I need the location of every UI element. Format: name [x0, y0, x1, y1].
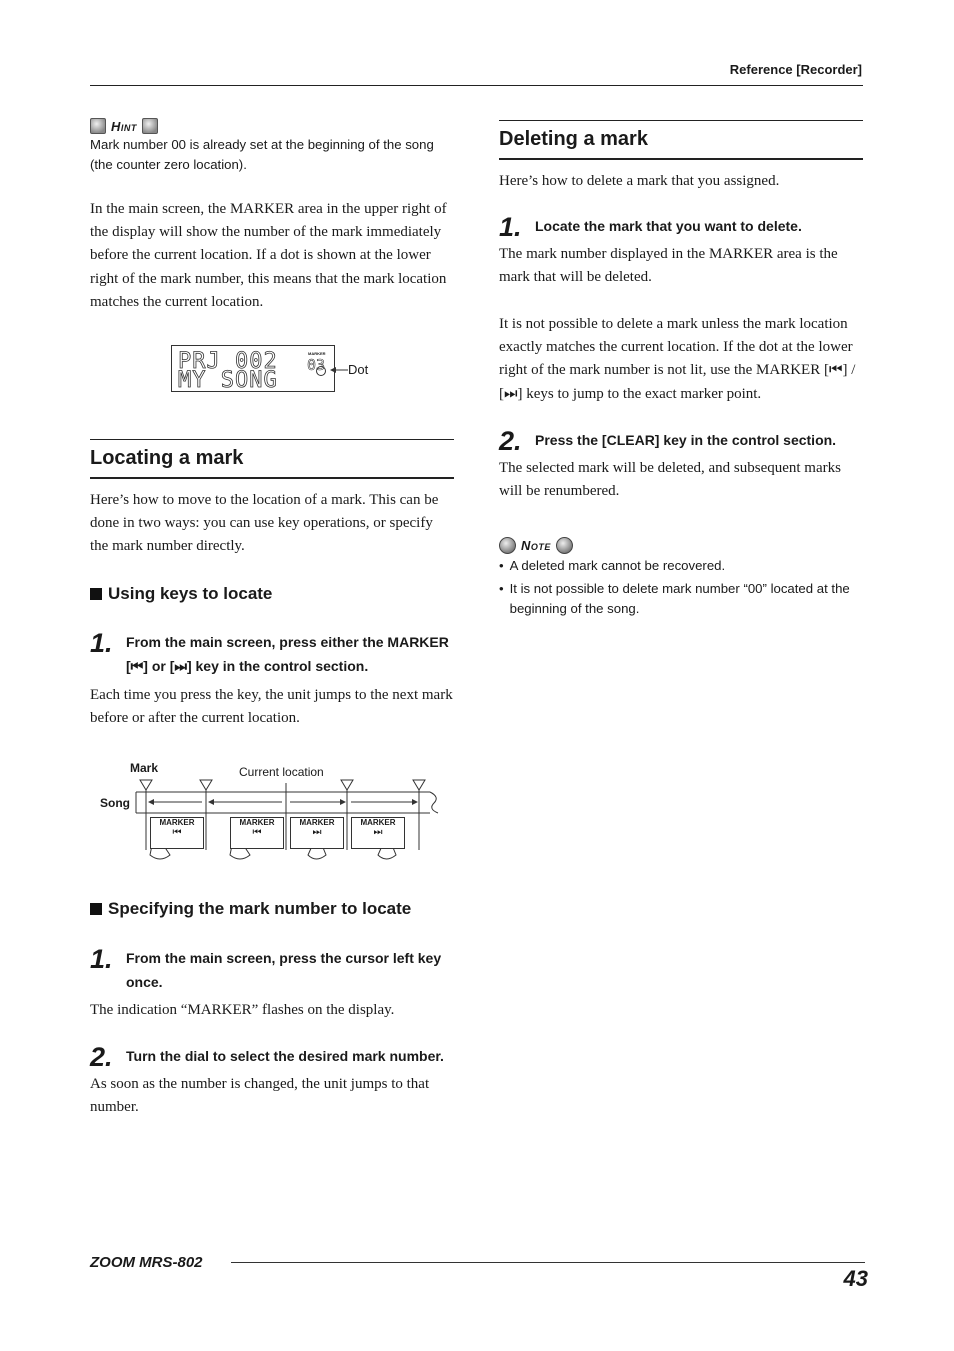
section-locating-header: [90, 439, 454, 479]
step-number: 1.: [499, 212, 522, 242]
button-label: MARKER: [360, 818, 396, 827]
subsection-number-title: [90, 899, 454, 919]
page-number: 43: [843, 1266, 868, 1291]
marker-next-button[interactable]: [290, 817, 344, 849]
hint-label: Hint: [111, 118, 137, 134]
hint-tag: [90, 117, 454, 135]
step-text: Turn the dial to select the desired mark number.: [126, 1048, 444, 1064]
lcd-marker-value: 03: [307, 356, 326, 374]
skip-back-icon: ⏮: [172, 827, 182, 838]
hint-block: [90, 117, 454, 175]
delete-step-1-detail: It is not possible to delete a mark unless the mark location exactly matches the current location. If the dot at the lower right of the mark number is not lit, use the MARKER [⏮] / [⏭] keys to jump to the exact marker point.: [499, 316, 856, 402]
delete-step-1: [499, 214, 863, 240]
step-number: 1.: [90, 628, 113, 658]
lcd-display: [171, 345, 335, 392]
step-number: 2.: [499, 426, 522, 456]
note-block: [499, 536, 863, 619]
lcd-marker-label: MARKER: [308, 351, 326, 356]
number-step-2: [90, 1044, 454, 1070]
lcd-line-2: MY SONG: [178, 368, 278, 393]
keys-step-1-desc: Each time you press the key, the unit jumps to the next mark before or after the current location.: [90, 687, 453, 727]
mark-label: Mark: [130, 761, 159, 775]
step-text: From the main screen, press either the MARKER [⏮] or [⏭] key in the control section.: [126, 634, 449, 674]
footer-product: ZOOM MRS-802: [90, 1254, 203, 1271]
subsection-keys-title: [90, 584, 454, 604]
footer-rule: [231, 1262, 865, 1263]
note-bullet-icon: [556, 537, 573, 554]
marker-next-button[interactable]: [351, 817, 405, 849]
current-location-label: Current location: [239, 765, 324, 779]
note-tag: [499, 536, 863, 554]
step-number: 2.: [90, 1042, 113, 1072]
button-label: MARKER: [239, 818, 275, 827]
keys-step-1: [90, 630, 454, 678]
section-deleting-header: [499, 120, 863, 160]
subsection-title: Using keys to locate: [108, 584, 273, 603]
section-title: Locating a mark: [90, 447, 244, 469]
marker-prev-button[interactable]: [150, 817, 204, 849]
number-step-1-desc: The indication “MARKER” flashes on the display.: [90, 1002, 395, 1018]
step-text: From the main screen, press the cursor left key once.: [126, 950, 442, 990]
skip-forward-icon: ⏭: [373, 827, 383, 838]
lcd-line-1: PRJ 002: [178, 349, 278, 374]
button-label: MARKER: [159, 818, 195, 827]
note-item: [499, 556, 863, 576]
button-label: MARKER: [299, 818, 335, 827]
step-text: Locate the mark that you want to delete.: [535, 218, 802, 234]
locating-intro: Here’s how to move to the location of a mark. This can be done in two ways: you can use key operations, or specify the mark number directly.: [90, 492, 439, 555]
running-header: Reference [Recorder]: [729, 62, 862, 77]
number-step-1: [90, 946, 454, 994]
mark-diagram: [90, 755, 450, 865]
header-rule: [90, 85, 863, 86]
step-number: 1.: [90, 944, 113, 974]
section-title: Deleting a mark: [499, 128, 648, 150]
note-item-text: It is not possible to delete mark number “00” located at the beginning of the song.: [509, 581, 850, 616]
hint-bullet-icon: [142, 118, 158, 134]
square-bullet-icon: [90, 903, 102, 915]
note-item-text: A deleted mark cannot be recovered.: [509, 558, 726, 573]
skip-back-icon: ⏮: [252, 827, 262, 838]
number-step-2-desc: As soon as the number is changed, the unit jumps to that number.: [90, 1076, 430, 1116]
hint-text: Mark number 00 is already set at the beginning of the song (the counter zero location).: [90, 137, 434, 172]
delete-step-2: [499, 428, 863, 454]
dot-arrow: [330, 360, 350, 380]
bullet-dot-icon: •: [499, 558, 504, 573]
step-text: Press the [CLEAR] key in the control section.: [535, 432, 837, 448]
note-label: Note: [521, 537, 551, 553]
marker-prev-button[interactable]: [230, 817, 284, 849]
deleting-intro: Here’s how to delete a mark that you assigned.: [499, 173, 780, 189]
intro-paragraph: In the main screen, the MARKER area in the upper right of the display will show the number of the mark immediately before the current location. If a dot is shown at the lower right of the mark number, this means that the mark location matches the current location.: [90, 201, 447, 310]
bullet-dot-icon: •: [499, 581, 504, 596]
delete-step-2-desc: The selected mark will be deleted, and subsequent marks will be renumbered.: [499, 460, 841, 500]
lcd-dot-callout: [316, 366, 326, 376]
delete-step-1-desc: The mark number displayed in the MARKER area is the mark that will be deleted.: [499, 246, 838, 286]
note-item: [499, 579, 863, 619]
square-bullet-icon: [90, 588, 102, 600]
hint-bullet-icon: [90, 118, 106, 134]
skip-forward-icon: ⏭: [312, 827, 322, 838]
note-bullet-icon: [499, 537, 516, 554]
subsection-title: Specifying the mark number to locate: [108, 899, 412, 918]
song-label: Song: [100, 796, 130, 810]
dot-label: Dot: [348, 362, 369, 377]
